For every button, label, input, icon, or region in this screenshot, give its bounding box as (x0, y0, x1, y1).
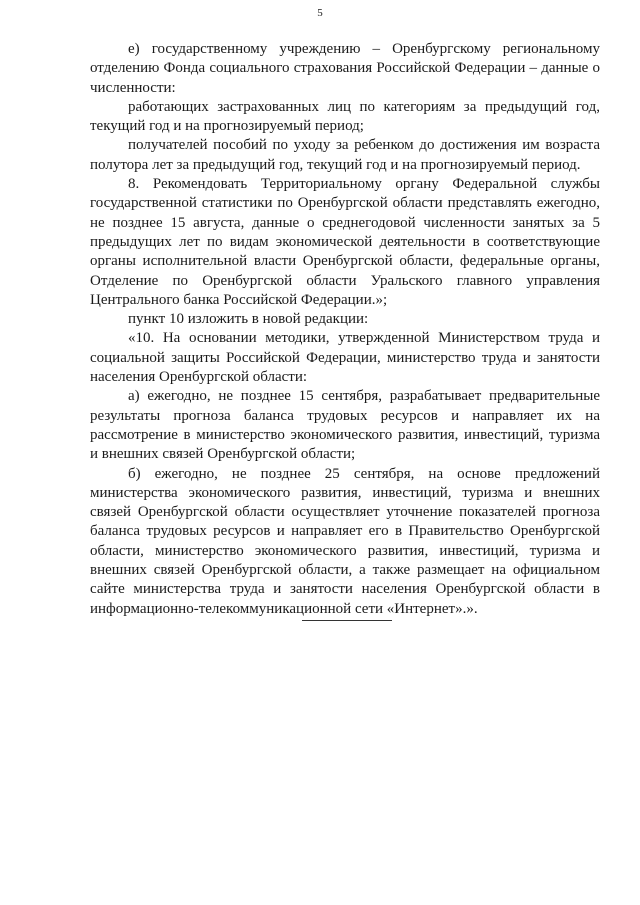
paragraph-childcare-recipients: получателей пособий по уходу за ребенком до достижения им возраста полутора лет за предыдущий год, текущий год и на прогнозируемый период. (90, 137, 600, 173)
end-divider-line (302, 620, 392, 621)
paragraph-item-b: б) ежегодно, не позднее 25 сентября, на основе предложений министерства экономического развития, инвестиций, туризма и внешних связей Оренбургской области осуществляет уточнение показателей прогноза баланса трудовых ресурсов и направляет его в Правительство Оренбургской области, министерство экономического развития, инвестиций, туризма и внешних связей Оренбургской области, а также размещает на официальном сайте министерства труда и занятости населения Оренбургской области в информационно-телекоммуникационной сети «Интернет».». (90, 465, 600, 617)
paragraph-insured-persons: работающих застрахованных лиц по категориям за предыдущий год, текущий год и на прогнозируемый период; (90, 98, 600, 135)
document-body (90, 40, 600, 619)
paragraph-clause-10: «10. На основании методики, утвержденной Министерством труда и социальной защиты Российской Федерации, министерство труда и занятости населения Оренбургской области: (90, 330, 600, 386)
paragraph-item-e: е) государственному учреждению – Оренбургскому региональному отделению Фонда социального страхования Российской Федерации – данные о численности: (90, 41, 600, 96)
page-number: 5 (317, 7, 323, 19)
paragraph-clause-8: 8. Рекомендовать Территориальному органу Федеральной службы государственной статистики по Оренбургской области представлять ежегодно, не позднее 15 августа, данные о среднегодовой численности занятых за 5 предыдущих лет по видам экономической деятельности в соответствующие органы исполнительной власти Оренбургской области, федеральные органы, Отделение по Оренбургской области Уральского главного управления Центрального банка Российской Федерации.»; (90, 176, 600, 308)
paragraph-clause-10-intro: пункт 10 изложить в новой редакции: (128, 311, 369, 328)
paragraph-item-a: а) ежегодно, не позднее 15 сентября, разрабатывает предварительные результаты прогноза баланса трудовых ресурсов и направляет их на рассмотрение в министерство экономического развития, инвестиций, туризма и внешних связей Оренбургской области; (90, 388, 600, 463)
